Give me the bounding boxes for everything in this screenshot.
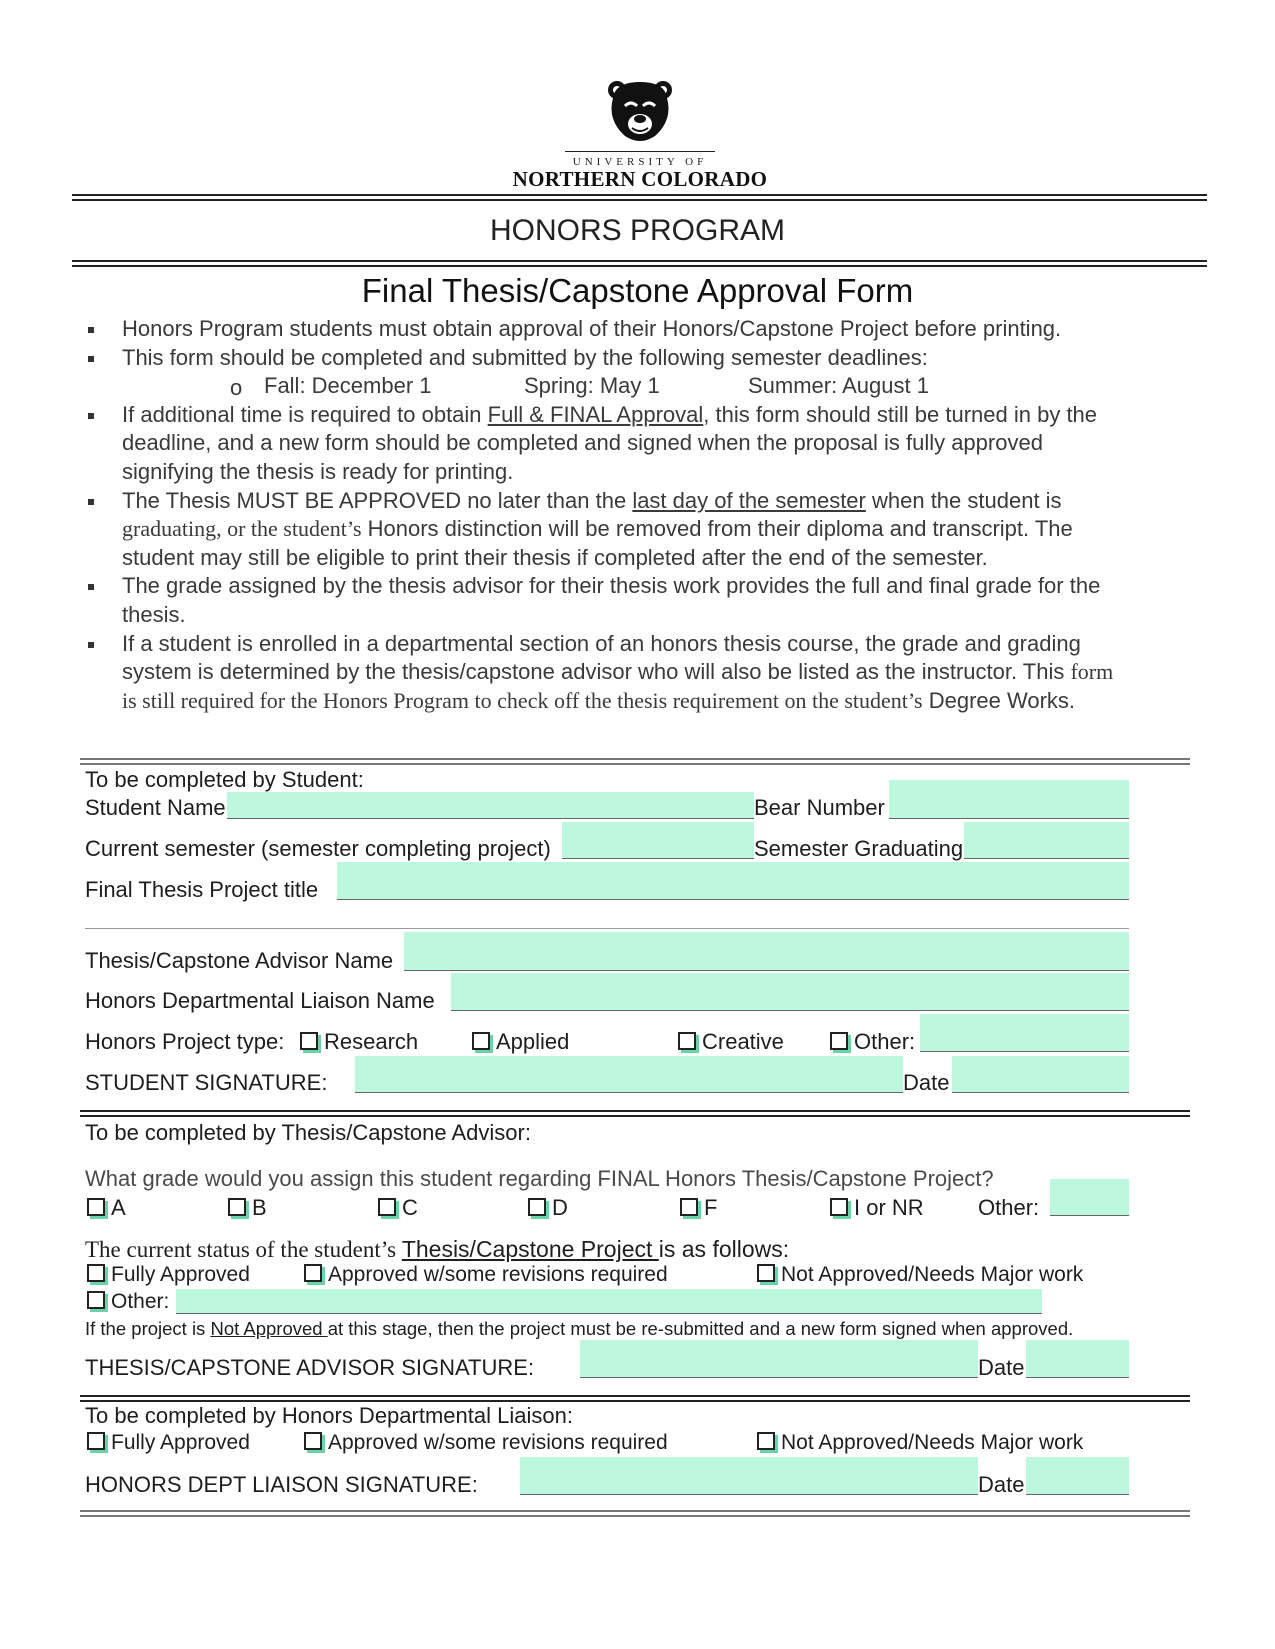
advisor-date-label: Date	[978, 1355, 1025, 1380]
project-title-label: Final Thesis Project title	[85, 877, 319, 902]
divider	[85, 928, 1129, 929]
list-item: Honors Program students must obtain approval of their Honors/Capstone Project before printing.	[84, 315, 1124, 344]
grade-c-checkbox[interactable]: C	[378, 1195, 418, 1221]
liaison-section-rule	[80, 1395, 1190, 1402]
student-heading: To be completed by Student:	[85, 767, 364, 792]
semester-graduating-field[interactable]	[964, 822, 1129, 859]
program-title: HONORS PROGRAM	[489, 214, 786, 247]
footer-rule	[80, 1510, 1190, 1517]
checkbox-icon	[680, 1198, 698, 1216]
liaison-heading: To be completed by Honors Departmental Liaison:	[85, 1403, 573, 1428]
current-semester-field[interactable]	[562, 822, 754, 859]
status-statement: The current status of the student’s Thesis/Capstone Project is as follows:	[85, 1236, 790, 1262]
advisor-date-field[interactable]	[1026, 1340, 1129, 1378]
liaison-signature-field[interactable]	[520, 1457, 978, 1495]
checkbox-icon	[304, 1432, 322, 1450]
type-research-checkbox[interactable]: Research	[300, 1029, 418, 1055]
grade-other-label: Other:	[978, 1195, 1040, 1220]
checkbox-icon	[228, 1198, 246, 1216]
grade-f-checkbox[interactable]: F	[680, 1195, 717, 1221]
grade-inr-checkbox[interactable]: I or NR	[830, 1195, 924, 1221]
header-rule-top	[72, 194, 1207, 201]
semester-graduating-label: Semester Graduating	[754, 836, 964, 861]
liaison-date-field[interactable]	[1026, 1457, 1129, 1495]
student-name-label: Student Name	[85, 795, 226, 820]
liaison-date-label: Date	[978, 1472, 1025, 1497]
grade-b-checkbox[interactable]: B	[228, 1195, 267, 1221]
type-applied-checkbox[interactable]: Applied	[472, 1029, 569, 1055]
current-semester-label: Current semester (semester completing project)	[85, 836, 551, 861]
type-other-field[interactable]	[920, 1014, 1129, 1052]
liaison-full-checkbox[interactable]: Fully Approved	[87, 1431, 250, 1455]
student-date-field[interactable]	[952, 1056, 1129, 1093]
liaison-signature-label: HONORS DEPT LIAISON SIGNATURE:	[85, 1472, 478, 1497]
checkbox-icon	[87, 1198, 105, 1216]
advisor-section-rule	[80, 1110, 1190, 1117]
logo-rule	[565, 151, 715, 152]
deadline-summer: Summer: August 1	[748, 373, 929, 399]
checkbox-icon	[757, 1432, 775, 1450]
liaison-revisions-checkbox[interactable]: Approved w/some revisions required	[304, 1431, 668, 1455]
grade-a-checkbox[interactable]: A	[87, 1195, 126, 1221]
logo-northern-colorado: NORTHERN COLORADO	[512, 167, 768, 191]
instructions-list	[84, 315, 1124, 715]
logo-university-of: UNIVERSITY OF	[572, 156, 708, 168]
status-revisions-checkbox[interactable]: Approved w/some revisions required	[304, 1263, 668, 1287]
advisor-signature-field[interactable]	[580, 1340, 978, 1378]
list-item: The grade assigned by the thesis advisor for their thesis work provides the full and final grade for the thesis.	[84, 572, 1124, 629]
checkbox-icon	[528, 1198, 546, 1216]
advisor-name-label: Thesis/Capstone Advisor Name	[85, 948, 394, 973]
grade-d-checkbox[interactable]: D	[528, 1195, 568, 1221]
checkbox-icon	[378, 1198, 396, 1216]
form-title: Final Thesis/Capstone Approval Form	[361, 272, 914, 309]
student-signature-label: STUDENT SIGNATURE:	[85, 1070, 328, 1095]
status-other-field[interactable]	[176, 1289, 1042, 1314]
header-rule-bottom	[72, 260, 1207, 267]
student-date-label: Date	[903, 1070, 950, 1095]
liaison-name-label: Honors Departmental Liaison Name	[85, 988, 435, 1013]
bear-icon	[605, 78, 675, 144]
liaison-name-field[interactable]	[451, 973, 1129, 1011]
list-item: If a student is enrolled in a departmental section of an honors thesis course, the grade and grading system is determined by the thesis/capstone advisor who will also be listed as the instructor. This form is still required for the Honors Program to check off the thesis requirement on the student’s Degree Works.	[84, 630, 1124, 716]
checkbox-icon	[472, 1032, 490, 1050]
unc-logo	[500, 78, 780, 190]
checkbox-icon	[757, 1264, 775, 1282]
deadlines-row: o Fall: December 1 Spring: May 1 Summer: August 1	[230, 373, 929, 401]
project-type-label: Honors Project type:	[85, 1029, 285, 1054]
list-item: If additional time is required to obtain Full & FINAL Approval, this form should still be turned in by the deadline, and a new form should be completed and signed when the proposal is fully approved signifying the thesis is ready for printing.	[84, 401, 1124, 487]
list-item: The Thesis MUST BE APPROVED no later than the last day of the semester when the student is graduating, or the student’s Honors distinction will be removed from their diploma and transcript. The student may still be eligible to print their thesis if completed after the end of the semester.	[84, 487, 1124, 573]
advisor-name-field[interactable]	[404, 932, 1129, 971]
checkbox-icon	[87, 1291, 105, 1309]
checkbox-icon	[830, 1032, 848, 1050]
checkbox-icon	[300, 1032, 318, 1050]
checkbox-icon	[87, 1432, 105, 1450]
project-title-field[interactable]	[337, 862, 1129, 900]
advisor-heading: To be completed by Thesis/Capstone Advisor:	[85, 1120, 531, 1145]
deadline-spring: Spring: May 1	[524, 373, 660, 399]
checkbox-icon	[304, 1264, 322, 1282]
checkbox-icon	[830, 1198, 848, 1216]
student-signature-field[interactable]	[355, 1056, 903, 1093]
checkbox-icon	[87, 1264, 105, 1282]
list-item: This form should be completed and submitted by the following semester deadlines:	[84, 344, 1124, 373]
grade-other-field[interactable]	[1050, 1179, 1129, 1216]
status-full-checkbox[interactable]: Fully Approved	[87, 1263, 250, 1287]
deadline-fall: Fall: December 1	[264, 373, 432, 399]
status-other-checkbox[interactable]: Other:	[87, 1290, 169, 1314]
liaison-not-approved-checkbox[interactable]: Not Approved/Needs Major work	[757, 1431, 1083, 1455]
type-creative-checkbox[interactable]: Creative	[678, 1029, 784, 1055]
grade-question: What grade would you assign this student regarding FINAL Honors Thesis/Capstone Project?	[85, 1166, 994, 1191]
bear-number-label: Bear Number	[754, 795, 885, 820]
type-other-checkbox[interactable]: Other:	[830, 1029, 915, 1055]
checkbox-icon	[678, 1032, 696, 1050]
bear-number-field[interactable]	[889, 780, 1129, 819]
status-not-approved-checkbox[interactable]: Not Approved/Needs Major work	[757, 1263, 1083, 1287]
advisor-signature-label: THESIS/CAPSTONE ADVISOR SIGNATURE:	[85, 1355, 535, 1380]
resubmit-note: If the project is Not Approved at this stage, then the project must be re-submitted and a new form signed when approved.	[85, 1318, 1074, 1339]
student-name-field[interactable]	[227, 792, 754, 819]
student-section-rule	[80, 758, 1190, 765]
